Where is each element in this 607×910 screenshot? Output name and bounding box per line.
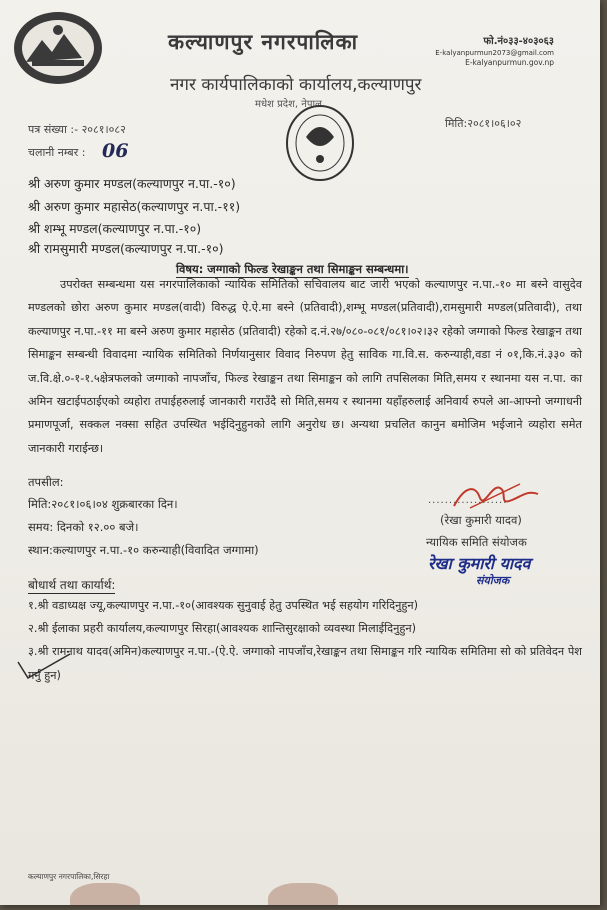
footer-text: कल्याणपुर नगरपालिका,सिरहा: [28, 872, 110, 881]
recipient-1: श्री अरुण कुमार मण्डल(कल्याणपुर न.पा.-१०): [28, 176, 236, 191]
cc-item-2: २.श्री ईलाका प्रहरी कार्यालय,कल्याणपुर सिरहा(आवश्यक शान्तिसुरक्षाको व्यवस्था मिलाईदिनुहुन): [28, 622, 417, 635]
phone-number: फो.नं०३३-४०३०६३: [483, 36, 554, 47]
stamp-title: संयोजक: [476, 574, 510, 587]
dispatch-number-label: चलानी नम्बर :: [28, 146, 86, 159]
finger-shadow-left: [70, 883, 140, 905]
recipient-2: श्री अरुण कुमार महासेठ(कल्याणपुर न.पा.-११): [28, 199, 241, 214]
recipient-4: श्री रामसुमारी मण्डल(कल्याणपुर न.पा.-१०): [28, 241, 224, 256]
subject-line: विषय: जग्गाको फिल्ड रेखाङ्कन तथा सिमाङ्कन सम्बन्धमा।: [176, 262, 409, 276]
letter-number: पत्र संख्या :- २०८१।०८२: [28, 123, 126, 136]
details-place: स्थान:कल्याणपुर न.पा.-१० करुन्याही(विवादित जग्गामा): [28, 543, 259, 557]
cc-item-3: ३.श्री रामनाथ यादव(अमिन)कल्याणपुर न.पा.-(ऐ.ऐ. जग्गाको नापजाँच,रेखाङ्कन तथा सिमाङ्कन गरि न्यायिक समितिमा सो को प्रतिवेदन पेश गर्नु हुन): [28, 645, 582, 682]
details-date: मिति:२०८१।०६।०४ शुक्रबारका दिन।: [28, 497, 178, 511]
details-label: तपसील:: [28, 475, 64, 489]
stamp-name: रेखा कुमारी यादव: [428, 554, 531, 573]
signatory-title: न्यायिक समिति संयोजक: [426, 535, 527, 549]
website-address: E-kalyanpurmun.gov.np: [465, 58, 554, 67]
signature-line: ...................: [428, 495, 508, 506]
letter-date: मिति:२०८१।०६।०२: [445, 117, 522, 130]
organization-name: कल्याणपुर नगरपालिका: [168, 30, 359, 54]
dispatch-number-value: 06: [102, 140, 129, 162]
cc-heading: बोधार्थ तथा कार्यार्थ:: [28, 578, 116, 592]
details-time: समय: दिनको १२.०० बजे।: [28, 520, 139, 534]
municipality-logo: [12, 10, 104, 86]
email-address: E-kalyanpurmun2073@gmail.com: [435, 49, 554, 57]
recipient-3: श्री शम्भू मण्डल(कल्याणपुर न.पा.-१०): [28, 221, 202, 236]
cc-item-1: १.श्री वडाध्यक्ष ज्यू,कल्याणपुर न.पा.-१०(आवश्यक सुनुवाई हेतु उपस्थित भई सहयोग गरिदिनुहुन): [28, 599, 419, 612]
tick-mark: [14, 652, 74, 682]
province-line: मधेश प्रदेश, नेपाल: [255, 99, 322, 110]
signatory-name: (रेखा कुमारी यादव): [440, 513, 522, 527]
finger-shadow-right: [268, 883, 338, 905]
letter-body: उपरोक्त सम्बन्धमा यस नगरपालिकाको न्यायिक समितिको सचिवालय बाट जारी भएको कल्याणपुर न.पा.-१० मा बस्ने वासुदेव मण्डलको छोरा अरुण कुमार मण्डल(वादी) विरुद्ध ऐ.ऐ.मा बस्ने (प्रतिवादी),शम्भू मण्डल(प्रतिवादी),रामसुमारी मण्डल(प्रतिवादी), तथा कल्याणपुर न.पा.-११ मा बस्ने अरुण कुमार महासेठ (प्रतिवादी) रहेको द.नं.२७/०८०-०८१/०८१।०२।३२ रहेको जग्गाको फिल्ड रेखाङ्कन तथा सिमाङ्कन सम्बन्धी विवादमा न्यायिक समितिको निर्णयानुसार विवाद निरुपण हेतु साविक गा.वि.स. करुन्याही,वडा नं ०१,कि.नं.३३० को ज.वि.क्षे.०-१-१.५क्षेत्रफलको जग्गाको नापजाँच, फिल्ड रेखाङ्कन तथा सिमाङ्कन को लागि तपसिलका मिति,समय र स्थानमा यस न.पा. का अमिन खटाईपठाईएको व्यहोरा तपाईहरुलाई जानकारी गराउँदै सो मिति,समय र स्थानमा यहाँहरुलाई अनिवार्य रुपले आ-आफ्नो जग्गाधनी प्रमाणपूर्जा, सक्कल नक्सा सहित उपस्थित भईदिनुहुनको लागि अनुरोध छ। अन्यथा प्रचलित कानुन बमोजिम भईजाने व्यहोरा समेत जानकारी गराईन्छ।: [28, 278, 582, 455]
official-seal: [284, 103, 356, 183]
office-name: नगर कार्यपालिकाको कार्यालय,कल्याणपुर: [170, 75, 422, 95]
